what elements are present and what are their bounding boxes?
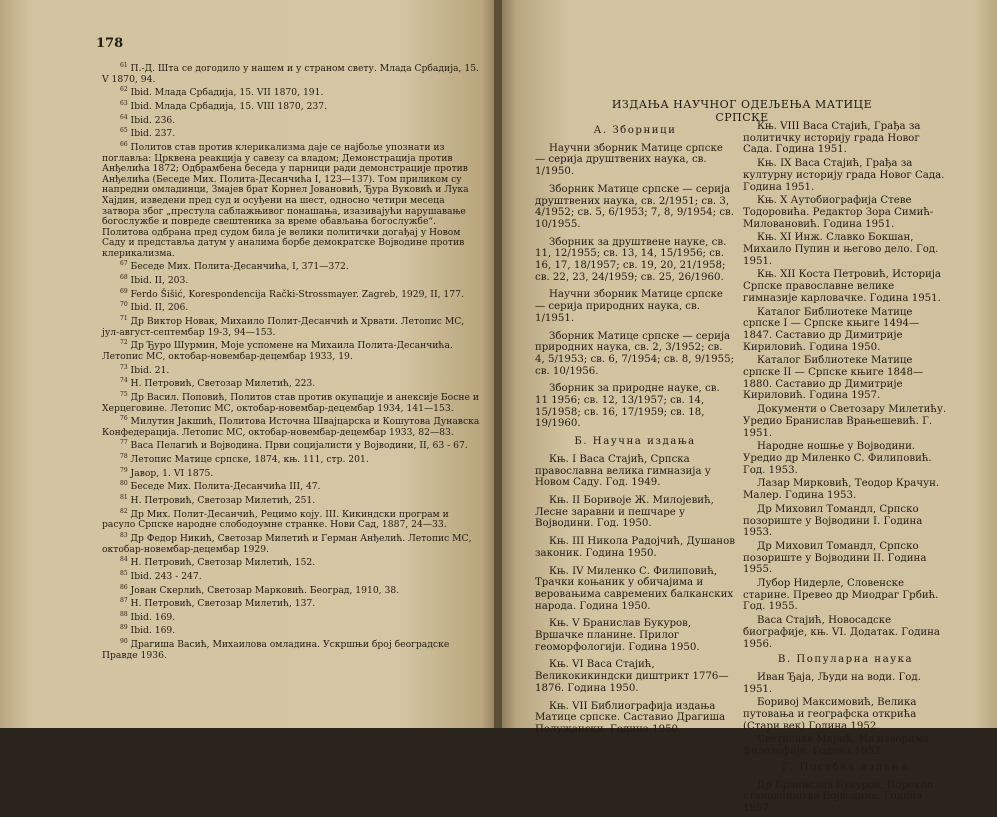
footnote	[102, 338, 484, 362]
publication-entry: Боривој Максимовић, Велика путовања и географска открића (Стари век) Година 1952.	[743, 697, 917, 732]
publication-entry: Књ. I Васа Стајић, Српска православна велика гимназија у Новом Саду. Год. 1949.	[535, 453, 711, 489]
footnote	[102, 273, 484, 287]
footnote-text: Милутин Јакшић, Политова Источна Швајцарска и Кошутова Дунавска Конфедерација. Летопис МС, октобар-новембар-децембар 1933, 82—83.	[102, 416, 480, 438]
publication-entry: Лубор Нидерле, Словенске старине. Превео др Миодраг Грбић. Год. 1955.	[743, 578, 939, 613]
footnote-number: 61	[120, 62, 128, 69]
footnote-number: 71	[120, 315, 128, 323]
footnote-text: Др Виктор Новак, Михаило Полит-Десанчић и Хрвати. Летопис МС, јул-август-септембар 19-3, 94—153.	[102, 316, 465, 338]
subsection-title: В. Популарна наука	[777, 654, 914, 666]
footnote-number: 86	[120, 583, 128, 591]
footnote	[102, 555, 484, 569]
footnote	[102, 610, 484, 624]
publication-entry: Књ. XI Инж. Славко Бокшан, Михаило Пупин и његово дело. Год. 1951.	[743, 232, 939, 267]
publication-entry: Књ. IX Васа Стајић, Грађа за културну историју града Новог Сада. Година 1951.	[743, 158, 945, 193]
publication-entry: Документи о Светозару Милетићу. Уредио Бранислав Врањешевић. Г. 1951.	[743, 404, 947, 439]
publication-entry: Књ. II Боривоје Ж. Милојевић, Лесне заравни и пешчаре у Војводини. Год. 1950.	[535, 494, 714, 530]
footnote-text: Ibid. 169.	[127, 625, 176, 637]
footnote-number: 74	[120, 377, 128, 385]
footnote-text: Др Мих. Полит-Десанчић, Рецимо коју. III. Кикиндски програм и расуло Српске народне слободоумне странке. Нови Сад, 1887, 24—33.	[102, 508, 449, 531]
footnote-text: Др Федор Никић, Светозар Милетић и Герман Анђелић. Летопис МС, октобар-новембар-децембар 1929.	[102, 533, 472, 555]
footnote-text: П.-Д. Шта се догодило у нашем и у страном свету. Млада Србадија, 15. V 1870, 94.	[102, 63, 479, 85]
footnote-number: 70	[120, 301, 128, 309]
footnote-number: 73	[120, 363, 128, 371]
footnote-text: Политов став против клерикализма даје се најбоље упознати из поглавља: Црквена реакција у савезу са владом; Демонстрација против Анђелића 1872; Одбрамбена беседа у парници ради демонстрације против Анђелића (Беседе Мих. Полита-Десанчића I, 123—137). Том приликом су напредни омладинци, Змајев брат Корнел Јовановић, Ђура Вуковић и Лука Хајдин, изведени пред суд и осуђени на шест, односно четири месеца затвора због „престула саблажњивог понашања, изазивајући нарушавање богослужбе и повреде свештеника за време обављања богослужбе“. Политова одбрана пред судом била је велики политички догађај у Новом Саду и представља датум у аналима борбе демократске Војводине против клерикализма.	[102, 141, 469, 259]
footnote-text: Ibid. 169.	[127, 611, 176, 623]
footnote-text: Ibid. Млада Србадија, 15. VIII 1870, 237.	[127, 100, 328, 112]
publication-entry: Књ. XII Коста Петровић, Историја Српске православне велике гимназије карловачке. Година 1951.	[743, 269, 942, 304]
subsection-title: Б. Научна издања	[574, 436, 696, 448]
footnote	[102, 85, 484, 99]
subsection-title: Г. Посебна издања	[781, 761, 910, 773]
footnote-number: 63	[120, 99, 128, 107]
publication-entry: Васа Стајић, Новосадске биографије, књ. VI. Додатак. Година 1956.	[743, 615, 941, 650]
footnote-text: Др Ђуро Шурмин, Моје успомене на Михаила Полита-Десанчића. Летопис МС, октобар-новембар-децембар 1933, 19.	[102, 340, 453, 362]
footnote	[102, 438, 484, 452]
page-number: 178	[96, 36, 124, 51]
footnote-number: 81	[120, 494, 128, 502]
section-heading: ИЗДАЊА НАУЧНОГ ОДЕЉЕЊА МАТИЦЕ СРПСКЕ	[611, 98, 873, 124]
publication-entry: Каталог Библиотеке Матице српске I — Српске књиге 1494—1847. Саставио др Димитрије Кириловић. Година 1950.	[743, 306, 920, 353]
footnote-number: 62	[120, 86, 128, 94]
footnote-number: 83	[120, 531, 128, 539]
publication-entry: Књ. VII Библиографија издања Матице српске. Саставио Драгиша Полужански. Година 1950.	[535, 700, 726, 735]
publication-entry: Светислав Марић, На изворима филозофије. Година 1952.	[743, 734, 929, 758]
footnote	[102, 376, 484, 390]
footnote-text: Ibid. II, 203.	[127, 275, 189, 287]
footnote	[102, 300, 484, 314]
footnote-text: Ibid. 237.	[127, 128, 176, 140]
footnote-number: 77	[120, 439, 128, 447]
footnote-number: 66	[120, 140, 128, 148]
subsection-title: А. Зборници	[593, 125, 677, 136]
footnote	[102, 140, 484, 260]
footnote	[102, 637, 484, 661]
footnote-number: 64	[120, 113, 128, 121]
right-column-2	[743, 121, 948, 817]
footnote-text: Ibid. Млада Србадија, 15. VII 1870, 191.	[127, 87, 324, 99]
footnote-text: Драгиша Васић, Михаилова омладина. Ускршњи број београдске Правде 1936.	[102, 639, 450, 661]
footnote	[102, 99, 484, 113]
footnote-text: Јавор, 1. VI 1875.	[127, 467, 214, 479]
footnote-number: 67	[120, 260, 128, 268]
footnote-number: 89	[120, 624, 128, 632]
publication-entry: Књ. VI Васа Стајић, Великокикиндски диштрикт 1776—1876. Година 1950.	[535, 659, 729, 694]
footnote-text: Ibid. 243 - 247.	[127, 570, 202, 582]
footnote	[102, 569, 484, 583]
footnote-text: Н. Петровић, Светозар Милетић, 251.	[127, 495, 316, 507]
footnote-number: 88	[120, 610, 128, 618]
footnote	[102, 126, 484, 140]
footnote-number: 78	[120, 453, 128, 461]
footnote	[102, 259, 484, 273]
footnote	[102, 583, 484, 597]
footnote	[102, 363, 484, 377]
footnote-number: 69	[120, 287, 128, 295]
footnote	[102, 287, 484, 301]
footnote	[102, 466, 484, 480]
footnote-number: 68	[120, 274, 128, 282]
footnote-text: Ibid. II, 206.	[127, 302, 189, 314]
footnote-text: Ferdo Šišić, Korespondencija Rački-Strossmayer. Zagreb, 1929, II, 177.	[127, 288, 464, 300]
footnote-text: Др Васил. Поповић, Политов став против окупације и анексије Босне и Херцеговине. Летопис МС, октобар-новембар-децембар 1934, 141—153.	[102, 391, 479, 414]
footnote	[102, 61, 484, 85]
publication-entry: Зборник за природне науке, св. 11 1956; св. 12, 13/1957; св. 14, 15/1958; св. 16, 17/1959; св. 18, 19/1960.	[535, 383, 720, 430]
publication-entry: Др Миховил Томандл, Српско позориште у Војводини II. Година 1955.	[743, 540, 927, 576]
footnote	[102, 452, 484, 466]
footnote-number: 80	[120, 480, 128, 488]
footnote-text: Н. Петровић, Светозар Милетић, 152.	[127, 557, 316, 569]
right-column-1	[535, 121, 735, 742]
footnote	[102, 314, 484, 338]
footnote-text: Ibid. 236.	[127, 114, 176, 126]
publication-entry: Књ. X Аутобиографија Стеве Тодоровића. Редактор Зора Симић-Миловановић. Година 1951.	[743, 195, 934, 230]
publication-entry: Књ. V Бранислав Букуров, Вршачке планине. Прилог геоморфологији. Година 1950.	[535, 618, 700, 653]
publication-entry: Књ. III Никола Радојчић, Душанов законик. Година 1950.	[535, 536, 735, 559]
footnote-number: 87	[120, 597, 128, 605]
footnote-number: 84	[120, 556, 128, 564]
footnote	[102, 507, 484, 531]
footnote	[102, 113, 484, 127]
publication-entry: Зборник Матице српске — серија друштвених наука, св. 2/1951; св. 3, 4/1952; св. 5, 6/1953; 7, 8, 9/1954; св. 10/1955.	[535, 183, 735, 230]
footnote-text: Васа Пелагић и Војводина. Први социјалисти у Војводини, II, 63 - 67.	[127, 440, 468, 452]
footnote-number: 79	[120, 466, 128, 474]
footnote-number: 82	[120, 507, 128, 515]
footnote-text: Ibid. 21.	[127, 364, 170, 376]
footnote-text: Летопис Матице српске, 1874, књ. 111, стр. 201.	[127, 454, 369, 466]
footnote	[102, 479, 484, 493]
publication-entry: Др Миховил Томандл, Српско позориште у Војводини I. Година 1953.	[743, 503, 923, 539]
publication-entry: Др Бранислав Букуров, Порекло становништва Војводине. Година 1957	[743, 779, 934, 814]
publication-entry: Зборник Матице српске — серија природних наука, св. 2, 3/1952; св. 4, 5/1953; св. 6, 7/1954; св. 8, 9/1955; св. 10/1956.	[535, 330, 735, 377]
footnote-number: 75	[120, 390, 128, 398]
footnotes-block	[102, 61, 484, 661]
footnote	[102, 531, 484, 555]
footnote-text: Н. Петровић, Светозар Милетић, 137.	[127, 598, 316, 610]
publication-entry: Иван Ђаја, Људи на води. Год. 1951.	[743, 671, 921, 695]
footnote	[102, 390, 484, 414]
footnote-number: 76	[120, 415, 128, 423]
publication-entry: Књ. VIII Васа Стајић, Грађа за политичку историју града Новог Сада. Година 1951.	[743, 121, 921, 156]
publication-entry: Научни зборник Матице српске — серија природних наука, св. 1/1951.	[535, 289, 723, 324]
footnote	[102, 414, 484, 438]
footnote	[102, 493, 484, 507]
publication-entry: Каталог Библиотеке Матице српске II — Српске књиге 1848—1880. Саставио др Димитрије Кириловић. Година 1957.	[743, 355, 924, 402]
publication-entry: Зборник за друштвене науке, св. 11, 12/1955; св. 13, 14, 15/1956; св. 16, 17, 18/1957; св. 19, 20, 21/1958; св. 22, 23, 24/1959; св. 25, 26/1960.	[535, 236, 727, 283]
publication-entry: Народне ношње у Војводини. Уредио др Миленко С. Филиповић. Год. 1953.	[743, 441, 932, 476]
footnote	[102, 623, 484, 637]
footnote-number: 90	[120, 638, 128, 646]
footnote-text: Јован Скерлић, Светозар Марковић. Београд, 1910, 38.	[127, 584, 400, 596]
footnote-number: 72	[120, 339, 128, 347]
footnote-text: Беседе Мих. Полита-Десанчића, I, 371—372.	[127, 261, 349, 273]
publication-entry: Књ. IV Миленко С. Филиповић, Трачки коњаник у обичајима и веровањима савремених балканских народа. Година 1950.	[535, 565, 734, 612]
publication-entry: Научни зборник Матице српске — серија друштвених наука, св. 1/1950.	[535, 142, 723, 178]
footnote-number: 65	[120, 127, 128, 135]
publication-entry: Лазар Мирковић, Теодор Крачун. Малер. Година 1953.	[743, 478, 940, 502]
footnote	[102, 596, 484, 610]
footnote-number: 85	[120, 569, 128, 577]
footnote-text: Н. Петровић, Светозар Милетић, 223.	[127, 378, 316, 390]
footnote-text: Беседе Мих. Полита-Десанчића III, 47.	[127, 481, 321, 493]
